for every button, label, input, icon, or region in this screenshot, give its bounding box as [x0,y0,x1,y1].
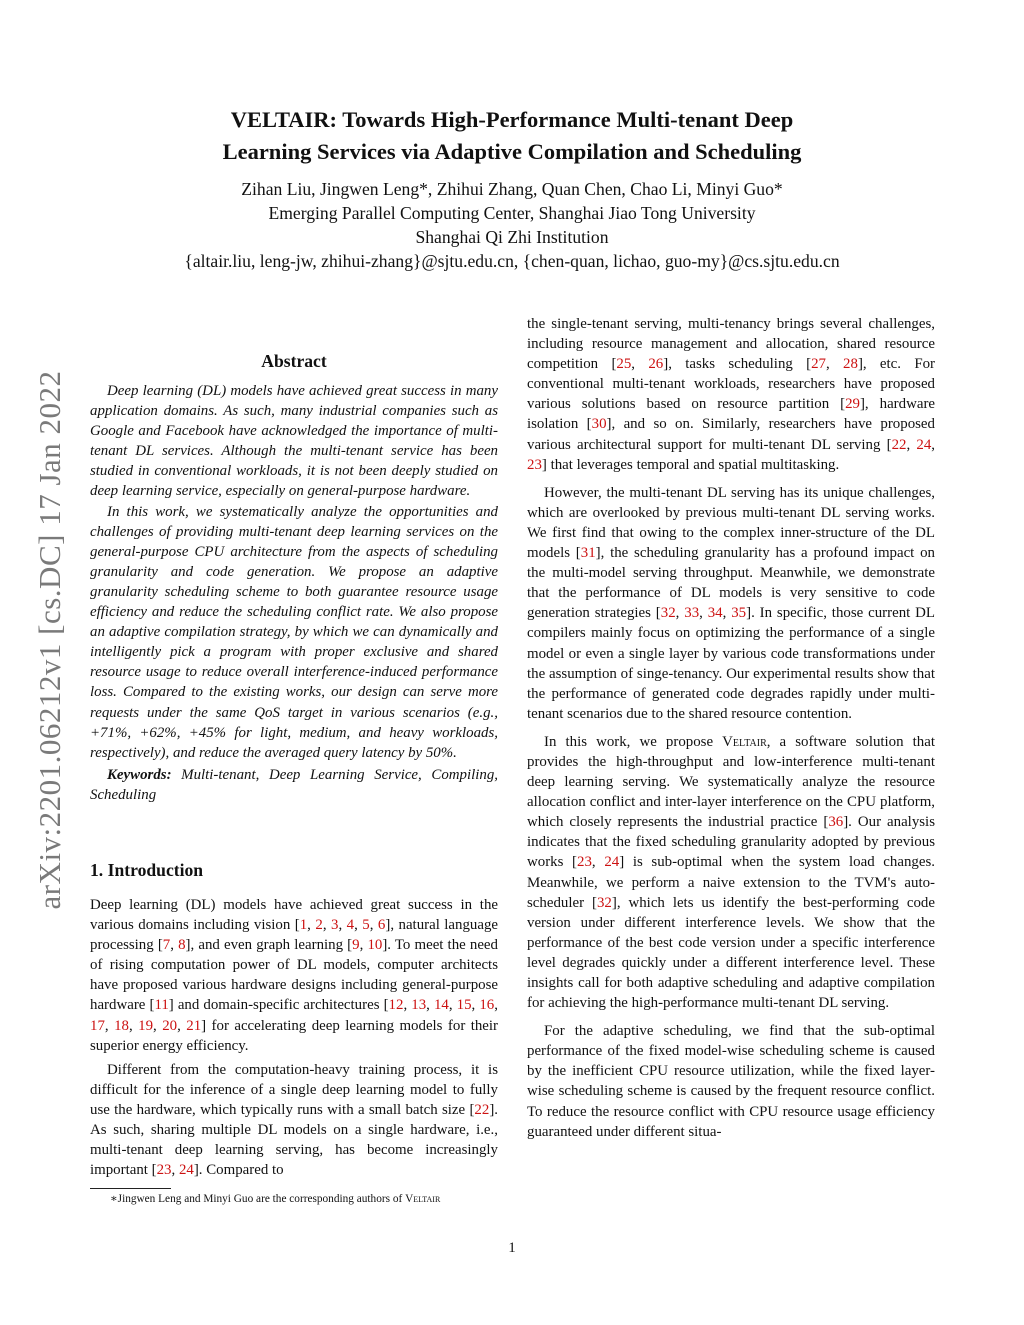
abstract-paragraph-2: In this work, we systematically analyze the opportunities and challenges of providing multi-tenant deep learning services on the general-purpose CPU architecture from the aspects of scheduling granularity and code generation. We propose an adaptive granularity scheduling scheme to both guarantee resource usage efficiency and reduce the scheduling conflict rate. We also propose an adaptive compilation strategy, by which we can dynamically and intelligently pick a program with proper exclusive and shared resource usage to reduce overall interference-induced performance loss. Compared to the existing works, our design can serve more requests under the same QoS target in various scenarios (e.g., +71%, +62%, +45% for light, medium, and heavy workloads, respectively), and reduce the averaged query latency by 50%. [90,503,498,761]
arxiv-identifier-stamp: arXiv:2201.06212v1 [cs.DC] 17 Jan 2022 [32,370,67,910]
right-paragraph-2: However, the multi-tenant DL serving has its unique challenges, which are overlooked by previous multi-tenant DL serving works. We first find that owing to the complex inner-structure of the DL models [31], the scheduling granularity has a profound impact on the multi-model serving throughput. Meanwhile, we demonstrate that the performance of DL models is very sensitive to code generation strategies [32, 33, 34, 35]. In specific, those current DL compilers mainly focus on optimizing the performance of a single model or even a single layer by various code transformations under the assumption of singe-tenancy. Our experimental results show that the performance of generated code degrades rapidly under multi-tenant scenarios due to the shared resource contention. [527,484,935,722]
citation-link[interactable]: 12 [388,997,404,1014]
citation-link[interactable]: 19 [138,1017,154,1034]
citation-link[interactable]: 32 [596,894,612,911]
citation-link[interactable]: 29 [845,396,860,413]
footnote-system-name: Veltair [405,1193,441,1205]
citation-link[interactable]: 34 [707,605,723,622]
affiliation-1: Emerging Parallel Computing Center, Shanghai Jiao Tong University [268,203,756,223]
citation-link[interactable]: 31 [580,545,596,562]
author-block [0,177,1024,273]
keywords-label: Keywords: [107,766,172,783]
keywords [90,765,498,805]
citation-link[interactable]: 23 [527,456,542,473]
citation-link[interactable]: 3 [331,917,339,934]
citation-link[interactable]: 32 [660,605,676,622]
citation-link[interactable]: 23 [577,854,592,871]
right-paragraph-1: the single-tenant serving, multi-tenancy brings several challenges, including resource management and allocation, shared resource competition [25, 26], tasks scheduling [27, 28], etc. For conventional multi-tenant workloads, researchers have proposed various solutions based on resource partition [29], hardware isolation [30], and so on. Similarly, researchers have proposed various architectural support for multi-tenant DL serving [22, 24, 23] that leverages temporal and spatial multitasking. [527,316,936,473]
page-number: 1 [508,1240,516,1256]
footnote-rule [90,1188,171,1189]
abstract-heading: Abstract [261,351,327,371]
citation-link[interactable]: 28 [843,356,858,373]
keywords-text: Multi-tenant, Deep Learning Service, Compiling, Scheduling [90,766,498,803]
citation-link[interactable]: 18 [114,1017,129,1034]
right-paragraph-3: In this work, we propose Veltair, a software solution that provides the high-throughput and low-interference multi-tenant deep learning serving. We systematically analyze the resource allocation conflict and inter-layer interference on the CPU platform, which closely represents the industrial practice [36]. Our analysis indicates that the fixed scheduling granularity adopted by previous works [23, 24] is sub-optimal when the system load changes. Meanwhile, we perform a naive extension to the TVM's auto-scheduler [32], which lets us identify the best-performing code version under different interference levels. We show that the performance of the best code version under a specific interference level degrades quickly under a different interference level. These insights call for both adaptive scheduling and adaptive compilation for achieving the high-performance multi-tenant DL serving. [527,733,935,1012]
right-column [527,314,935,1142]
footnote-text: ∗Jingwen Leng and Minyi Guo are the corresponding authors of [110,1193,406,1205]
citation-link[interactable]: 33 [684,605,700,622]
citation-link[interactable]: 24 [916,436,932,453]
citation-link[interactable]: 30 [591,416,607,433]
citation-link[interactable]: 17 [90,1017,105,1034]
section-heading-introduction: 1. Introduction [90,860,204,880]
citation-link[interactable]: 4 [346,917,355,934]
citation-link[interactable]: 14 [433,997,449,1014]
citation-link[interactable]: 6 [377,917,386,934]
citation-link[interactable]: 9 [352,937,360,954]
right-paragraph-4: For the adaptive scheduling, we find that the sub-optimal performance of the fixed model-wise scheduling scheme is caused by the inefficient CPU resource utilization, while the fixed layer-wise scheduling scheme is caused by the frequent resource conflict. To reduce the resource conflict with CPU resource usage efficiency guaranteed under different situa- [527,1023,935,1140]
citation-link[interactable]: 13 [411,997,427,1014]
abstract-paragraph-1: Deep learning (DL) models have achieved great success in many application domains. As such, many industrial companies such as Google and Facebook have acknowledged the importance of multi-tenant DL services. Although the multi-tenant service has been studied in conventional workloads, it is not been deeply studied on deep learning service, especially on general-purpose hardware. [90,383,498,500]
citation-link[interactable]: 11 [154,997,169,1014]
title-line-1: VELTAIR: Towards High-Performance Multi-tenant Deep [230,107,794,132]
citation-link[interactable]: 10 [367,937,383,954]
system-name: Veltair [722,733,767,750]
citation-link[interactable]: 26 [648,356,664,373]
intro-paragraph-1: Deep learning (DL) models have achieved great success in the various domains including vision [1, 2, 3, 4, 5, 6], natural language processing [7, 8], and even graph learning [9, 10]. To meet the need of rising computation power of DL models, computer architects have proposed various hardware designs including general-purpose hardware [11] and domain-specific architectures [12, 13, 14, 15, 16, 17, 18, 19, 20, 21] for accelerating deep learning models for their superior energy efficiency. [90,897,499,1054]
author-names: Zihan Liu, Jingwen Leng*, Zhihui Zhang, Quan Chen, Chao Li, Minyi Guo* [241,179,783,199]
citation-link[interactable]: 5 [362,917,370,934]
citation-link[interactable]: 22 [474,1101,490,1118]
citation-link[interactable]: 16 [479,997,495,1014]
paper-title [0,104,1024,168]
citation-link[interactable]: 21 [186,1017,202,1034]
citation-link[interactable]: 2 [315,917,323,934]
affiliation-2: Shanghai Qi Zhi Institution [415,227,609,247]
citation-link[interactable]: 24 [178,1162,194,1179]
abstract-body [90,381,498,805]
citation-link[interactable]: 23 [156,1162,172,1179]
intro-paragraph-2: Different from the computation-heavy training process, it is difficult for the inference of a single deep learning model to fully use the hardware, which typically runs with a small batch size [22]. As such, sharing multiple DL models on a single hardware, i.e., multi-tenant deep learning serving, has become increasingly important [23, 24]. Compared to [90,1061,498,1179]
citation-link[interactable]: 27 [811,356,826,373]
footnote [110,1192,440,1206]
citation-link[interactable]: 1 [299,917,308,934]
citation-link[interactable]: 36 [828,814,844,831]
citation-link[interactable]: 25 [616,356,632,373]
author-emails: {altair.liu, leng-jw, zhihui-zhang}@sjtu.edu.cn, {chen-quan, lichao, guo-my}@cs.sjtu.edu.cn [184,251,840,271]
citation-link[interactable]: 24 [604,854,620,871]
introduction-body [90,895,498,1180]
title-line-2: Learning Services via Adaptive Compilation and Scheduling [222,139,802,164]
citation-link[interactable]: 8 [178,937,186,954]
citation-link[interactable]: 20 [162,1017,178,1034]
citation-link[interactable]: 35 [731,605,747,622]
citation-link[interactable]: 22 [891,436,907,453]
citation-link[interactable]: 7 [162,937,171,954]
citation-link[interactable]: 15 [456,997,472,1014]
